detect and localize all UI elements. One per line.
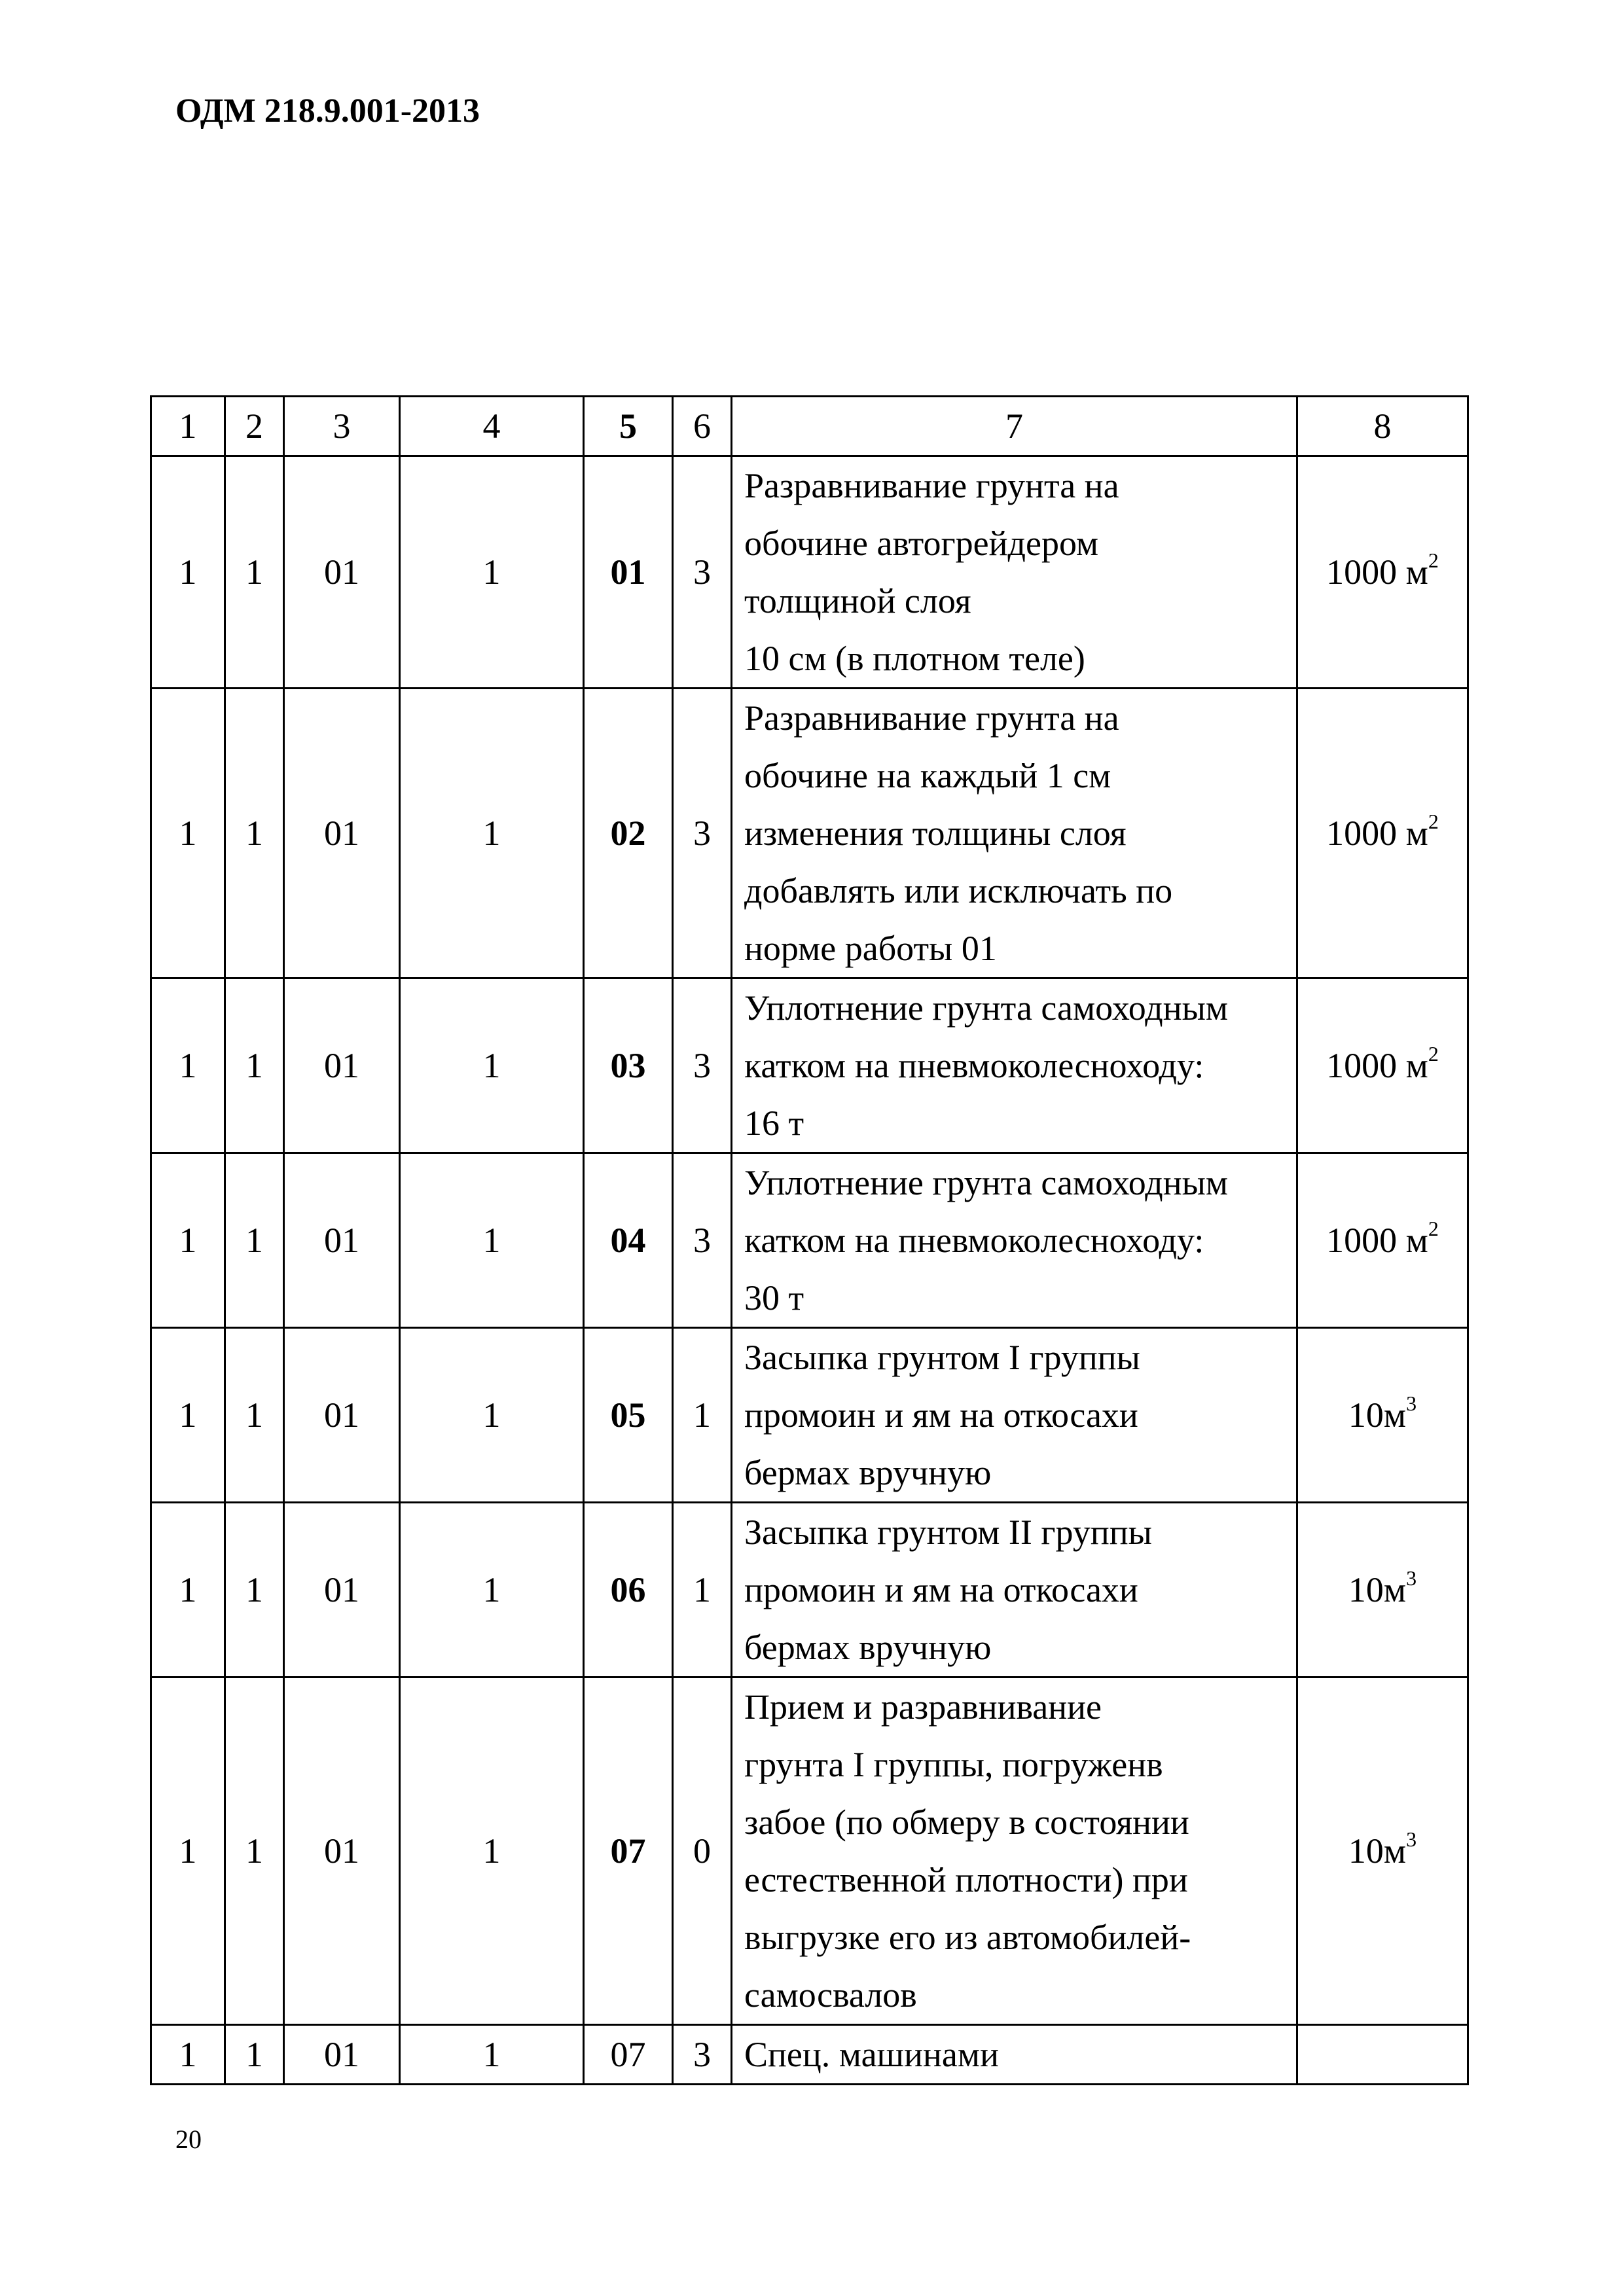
description-line: Уплотнение грунта самоходным	[744, 1163, 1229, 1202]
description-line: Разравнивание грунта на	[744, 466, 1119, 505]
cell-col4: 1	[400, 1153, 584, 1328]
work-description	[732, 1328, 1297, 1503]
table-row	[151, 1328, 1468, 1503]
cell-col4: 1	[400, 2025, 584, 2085]
table-body	[151, 456, 1468, 2085]
table-row	[151, 689, 1468, 978]
column-header: 2	[225, 397, 284, 456]
cell-col3: 01	[284, 1153, 400, 1328]
unit-text: 10м	[1348, 1395, 1407, 1435]
table-row	[151, 978, 1468, 1153]
work-description	[732, 456, 1297, 689]
cell-col5: 01	[584, 456, 673, 689]
table-row	[151, 456, 1468, 689]
description-line: добавлять или исключать по	[744, 871, 1173, 910]
cell-col6: 3	[673, 2025, 732, 2085]
page-number: 20	[175, 2125, 202, 2154]
cell-col1: 1	[151, 689, 225, 978]
description-line: забое (по обмеру в состоянии	[744, 1803, 1189, 1842]
cell-col4: 1	[400, 1677, 584, 2025]
header-row	[151, 397, 1468, 456]
measurement-unit	[1297, 689, 1468, 978]
measurement-unit	[1297, 1677, 1468, 2025]
unit-exponent: 2	[1428, 1217, 1439, 1240]
cell-col6: 1	[673, 1503, 732, 1677]
cell-col4: 1	[400, 689, 584, 978]
cell-col3: 01	[284, 978, 400, 1153]
cell-col4: 1	[400, 1503, 584, 1677]
cell-col1: 1	[151, 456, 225, 689]
description-line: промоин и ям на откосахи	[744, 1570, 1138, 1609]
cell-col1: 1	[151, 1153, 225, 1328]
measurement-unit	[1297, 456, 1468, 689]
cell-col5: 04	[584, 1153, 673, 1328]
cell-col1: 1	[151, 1328, 225, 1503]
cell-col3: 01	[284, 1328, 400, 1503]
description-line: Засыпка грунтом II группы	[744, 1513, 1152, 1552]
norms-table	[150, 395, 1469, 2085]
measurement-unit	[1297, 2025, 1468, 2085]
cell-col3: 01	[284, 689, 400, 978]
measurement-unit	[1297, 1328, 1468, 1503]
cell-col3: 01	[284, 456, 400, 689]
unit-exponent: 3	[1406, 1391, 1417, 1415]
work-description	[732, 2025, 1297, 2085]
cell-col2: 1	[225, 1677, 284, 2025]
cell-col1: 1	[151, 978, 225, 1153]
column-header: 4	[400, 397, 584, 456]
cell-col2: 1	[225, 1328, 284, 1503]
document-code: ОДМ 218.9.001-2013	[175, 92, 480, 130]
column-header: 5	[584, 397, 673, 456]
cell-col6: 3	[673, 1153, 732, 1328]
cell-col2: 1	[225, 2025, 284, 2085]
description-line: выгрузке его из автомобилей-	[744, 1918, 1191, 1957]
description-line: 16 т	[744, 1103, 804, 1143]
measurement-unit	[1297, 1503, 1468, 1677]
work-description	[732, 1153, 1297, 1328]
table-row	[151, 1677, 1468, 2025]
description-line: 10 см (в плотном теле)	[744, 639, 1085, 678]
unit-text: 1000 м	[1326, 1221, 1428, 1260]
cell-col2: 1	[225, 978, 284, 1153]
cell-col5: 07	[584, 1677, 673, 2025]
column-header: 6	[673, 397, 732, 456]
unit-exponent: 2	[1428, 1042, 1439, 1066]
table-row	[151, 1153, 1468, 1328]
cell-col5: 06	[584, 1503, 673, 1677]
table-row	[151, 2025, 1468, 2085]
cell-col5: 03	[584, 978, 673, 1153]
description-line: обочине на каждый 1 см	[744, 756, 1111, 795]
column-header: 3	[284, 397, 400, 456]
description-line: самосвалов	[744, 1975, 917, 2015]
cell-col6: 3	[673, 689, 732, 978]
description-line: Уплотнение грунта самоходным	[744, 988, 1229, 1028]
description-line: изменения толщины слоя	[744, 814, 1127, 853]
cell-col5: 02	[584, 689, 673, 978]
unit-exponent: 3	[1406, 1827, 1417, 1851]
cell-col4: 1	[400, 1328, 584, 1503]
column-header: 1	[151, 397, 225, 456]
description-line: Прием и разравнивание	[744, 1687, 1102, 1727]
unit-text: 1000 м	[1326, 552, 1428, 592]
cell-col1: 1	[151, 1677, 225, 2025]
cell-col4: 1	[400, 978, 584, 1153]
cell-col5: 05	[584, 1328, 673, 1503]
work-description	[732, 689, 1297, 978]
cell-col2: 1	[225, 689, 284, 978]
column-header: 8	[1297, 397, 1468, 456]
table-row	[151, 1503, 1468, 1677]
description-line: толщиной слоя	[744, 581, 971, 620]
cell-col2: 1	[225, 1153, 284, 1328]
description-line: естественной плотности) при	[744, 1860, 1188, 1899]
cell-col2: 1	[225, 456, 284, 689]
unit-exponent: 2	[1428, 548, 1439, 572]
cell-col5: 07	[584, 2025, 673, 2085]
cell-col6: 3	[673, 978, 732, 1153]
description-line: бермах вручную	[744, 1628, 992, 1667]
cell-col4: 1	[400, 456, 584, 689]
description-line: промоин и ям на откосахи	[744, 1395, 1138, 1435]
description-line: Разравнивание грунта на	[744, 698, 1119, 738]
description-line: катком на пневмоколесноходу:	[744, 1046, 1204, 1085]
description-line: норме работы 01	[744, 929, 997, 968]
unit-text: 10м	[1348, 1570, 1407, 1609]
description-line: 30 т	[744, 1278, 804, 1318]
unit-text: 1000 м	[1326, 1046, 1428, 1085]
measurement-unit	[1297, 1153, 1468, 1328]
work-description	[732, 1503, 1297, 1677]
cell-col3: 01	[284, 2025, 400, 2085]
work-description	[732, 978, 1297, 1153]
unit-text: 10м	[1348, 1831, 1407, 1871]
description-line: обочине автогрейдером	[744, 524, 1099, 563]
cell-col6: 0	[673, 1677, 732, 2025]
description-line: Спец. машинами	[744, 2035, 999, 2074]
description-line: бермах вручную	[744, 1453, 992, 1492]
cell-col2: 1	[225, 1503, 284, 1677]
description-line: Засыпка грунтом I группы	[744, 1338, 1140, 1377]
cell-col6: 3	[673, 456, 732, 689]
measurement-unit	[1297, 978, 1468, 1153]
unit-exponent: 3	[1406, 1566, 1417, 1590]
description-line: катком на пневмоколесноходу:	[744, 1221, 1204, 1260]
work-description	[732, 1677, 1297, 2025]
cell-col1: 1	[151, 1503, 225, 1677]
cell-col6: 1	[673, 1328, 732, 1503]
cell-col1: 1	[151, 2025, 225, 2085]
cell-col3: 01	[284, 1503, 400, 1677]
unit-exponent: 2	[1428, 810, 1439, 833]
column-header: 7	[732, 397, 1297, 456]
cell-col3: 01	[284, 1677, 400, 2025]
unit-text: 1000 м	[1326, 814, 1428, 853]
description-line: грунта I группы, погруженв	[744, 1745, 1163, 1784]
